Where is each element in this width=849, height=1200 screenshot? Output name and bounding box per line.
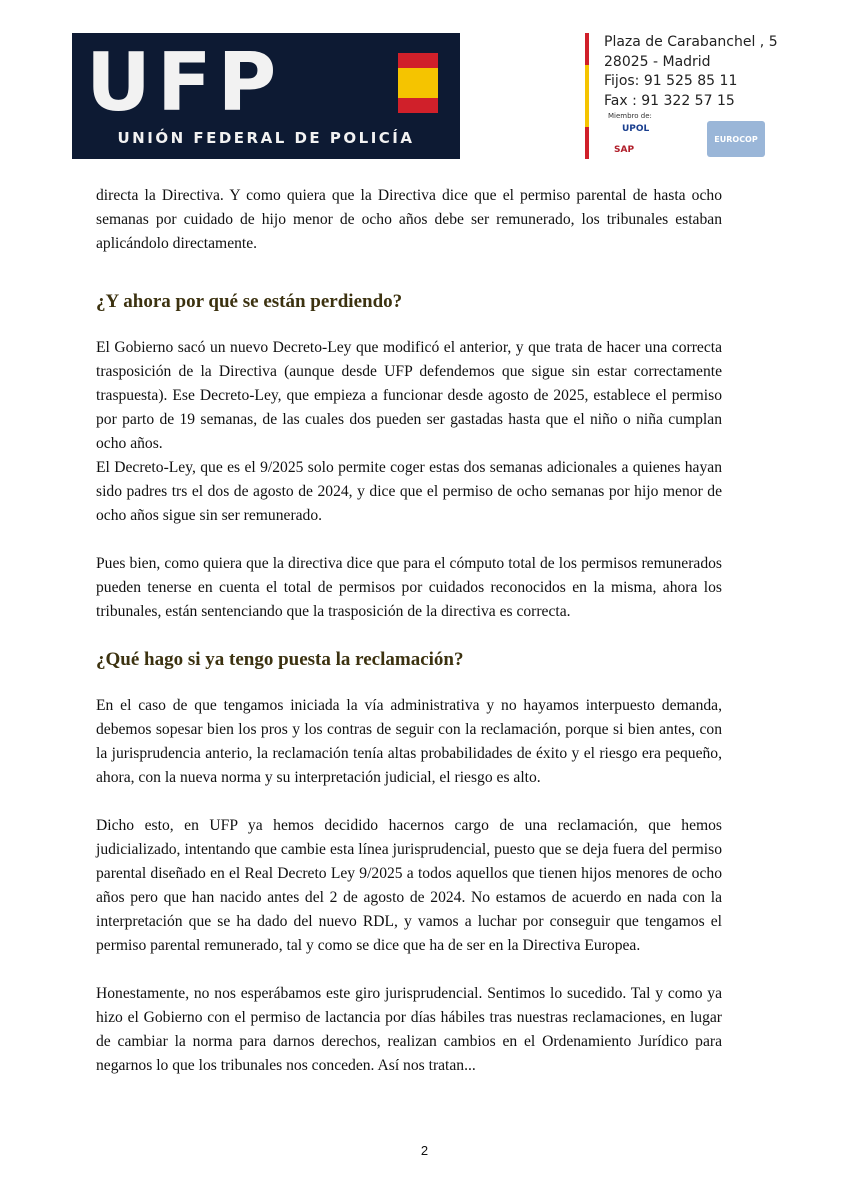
page-number: 2 [420,1143,429,1158]
paragraph: Dicho esto, en UFP ya hemos decidido hacernos cargo de una reclamación, que hemos judicializado, intentando que cambie esta línea jurisprudencial, puesto que se deja fuera del permiso parental diseñado en el Real Decreto Ley 9/2025 a todos aquellos que tienen hijos menores de ocho años pero que han nacido antes del 2 de agosto de 2024. No estamos de acuerdo en nada con la interpretación que se ha dado del nuevo RDL, y vamos a luchar por conseguir que tengamos el permiso parental remunerado, tal y como se dice que ha de ser en la Directiva Europea. [96,817,722,954]
paragraph: El Gobierno sacó un nuevo Decreto-Ley que modificó el anterior, y que trata de hacer una correcta trasposición de la Directiva (aunque desde UFP defendemos que sigue sin estar correctamente traspuesta). Ese Decreto-Ley, que empieza a funcionar desde agosto de 2025, establece el permiso por parto de 19 semanas, de las cuales dos pueden ser gastadas hasta que el niño o niña cumplan ocho años. [96,339,722,452]
upol-logo: UPOL [622,124,650,134]
eurocop-logo: EUROCOP [707,121,765,157]
phone-number: Fijos: 91 525 85 11 [604,73,738,89]
paragraph: Honestamente, no nos esperábamos este giro jurisprudencial. Sentimos lo sucedido. Tal y como ya hizo el Gobierno con el permiso de lactancia por días hábiles tras nuestras reclamaciones, en lugar de cambiar la norma para darnos derechos, realizan cambios en el Ordenamiento Jurídico para negarnos lo que los tribunales nos conceden. Así nos tratan... [96,985,722,1074]
paragraph: El Decreto-Ley, que es el 9/2025 solo permite coger estas dos semanas adicionales a quienes hayan sido padres trs el dos de agosto de 2024, y dice que el permiso de ocho semanas por hijo menor de ocho años sigue sin ser remunerado. [96,459,722,524]
address-line-2: 28025 - Madrid [604,53,711,70]
contact-block [604,33,778,111]
fax-number: Fax : 91 322 57 15 [604,92,735,109]
section-heading: ¿Y ahora por qué se están perdiendo? [96,291,403,312]
section-heading: ¿Qué hago si ya tengo puesta la reclamación? [96,649,464,670]
flag-bar-icon [585,33,589,159]
logo-text: UFP [86,36,283,129]
member-label: Miembro de: [608,112,652,120]
document-body [96,184,722,1078]
paragraph: En el caso de que tengamos iniciada la vía administrativa y no hayamos interpuesto demanda, debemos sopesar bien los pros y los contras de seguir con la reclamación, porque si bien antes, con la jurisprudencia anterio, la reclamación tenía altas probabilidades de éxito y el riesgo era pequeño, ahora, con la nueva norma y su interpretación judicial, el riesgo es alto. [96,697,722,786]
spain-flag-icon [398,53,438,113]
paragraph: directa la Directiva. Y como quiera que la Directiva dice que el permiso parental de hasta ocho semanas por cuidado de hijo menor de ocho años debe ser remunerado, los tribunales estaban aplicándolo directamente. [96,187,722,252]
ufp-logo [72,33,460,159]
paragraph: Pues bien, como quiera que la directiva dice que para el cómputo total de los permisos remunerados pueden tenerse en cuenta el total de permisos por cuidados reconocidos en la misma, ahora los tribunales, están sentenciando que la trasposición de la directiva es correcta. [96,555,722,620]
sap-logo: SAP [614,145,635,155]
logo-subtitle: UNIÓN FEDERAL DE POLICÍA [117,129,415,147]
address-line-1: Plaza de Carabanchel , 5 [604,34,778,50]
